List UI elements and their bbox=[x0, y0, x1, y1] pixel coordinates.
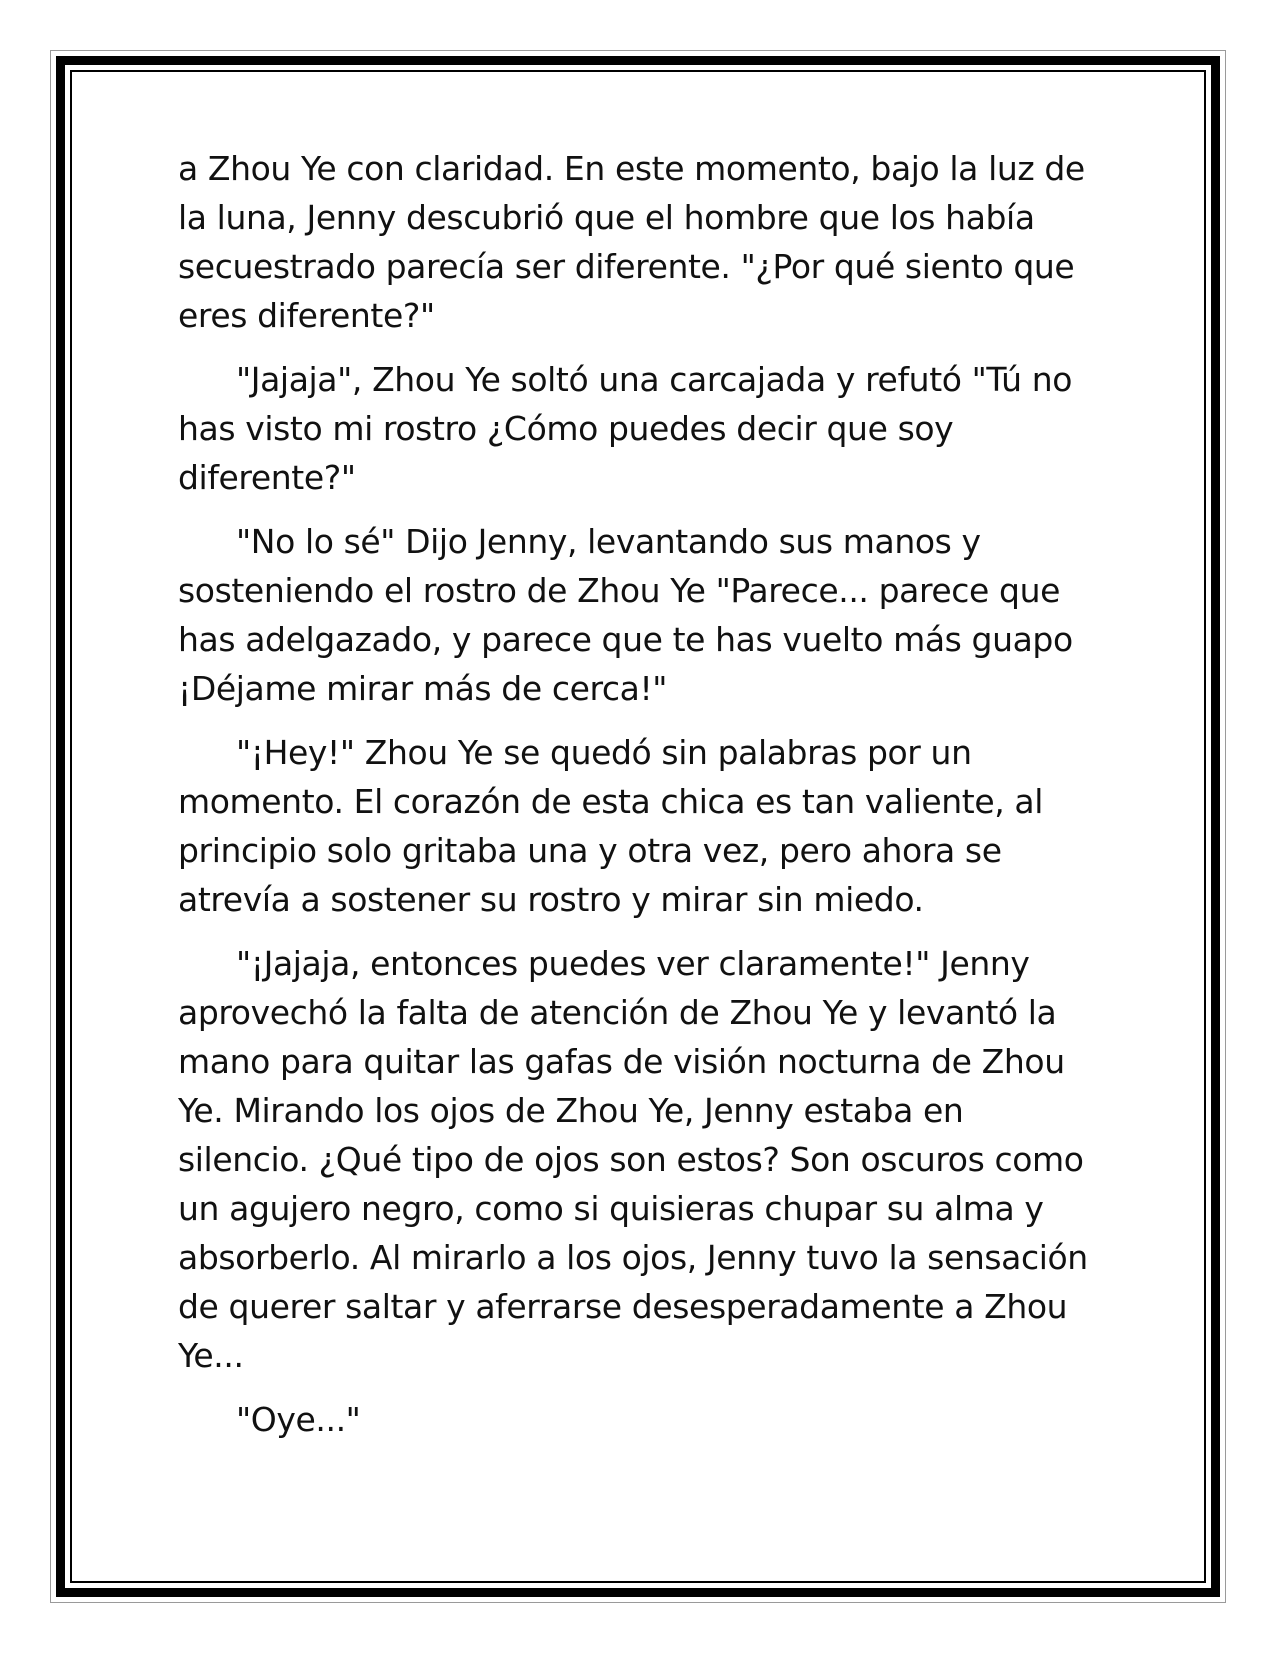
document-body bbox=[178, 144, 1098, 1459]
paragraph: a Zhou Ye con claridad. En este momento, bajo la luz de la luna, Jenny descubrió que el hombre que los había secuestrado parecía ser diferente. "¿Por qué siento que eres diferente?" bbox=[178, 149, 1085, 335]
paragraph: "Oye..." bbox=[236, 1400, 361, 1439]
paragraph: "¡Hey!" Zhou Ye se quedó sin palabras por un momento. El corazón de esta chica es tan valiente, al principio solo gritaba una y otra vez, pero ahora se atrevía a sostener su rostro y mirar sin miedo. bbox=[178, 733, 1044, 919]
paragraph: "No lo sé" Dijo Jenny, levantando sus manos y sosteniendo el rostro de Zhou Ye "Parece... parece que has adelgazado, y parece que te has vuelto más guapo ¡Déjame mirar más de cerca!" bbox=[178, 522, 1073, 708]
paragraph: "Jajaja", Zhou Ye soltó una carcajada y refutó "Tú no has visto mi rostro ¿Cómo puedes decir que soy diferente?" bbox=[178, 360, 1073, 497]
paragraph: "¡Jajaja, entonces puedes ver claramente!" Jenny aprovechó la falta de atención de Zhou Ye y levantó la mano para quitar las gafas de visión nocturna de Zhou Ye. Mirando los ojos de Zhou Ye, Jenny estaba en silencio. ¿Qué tipo de ojos son estos? Son oscuros como un agujero negro, como si quisieras chupar su alma y absorberlo. Al mirarlo a los ojos, Jenny tuvo la sensación de querer saltar y aferrarse desesperadamente a Zhou Ye... bbox=[178, 944, 1088, 1375]
